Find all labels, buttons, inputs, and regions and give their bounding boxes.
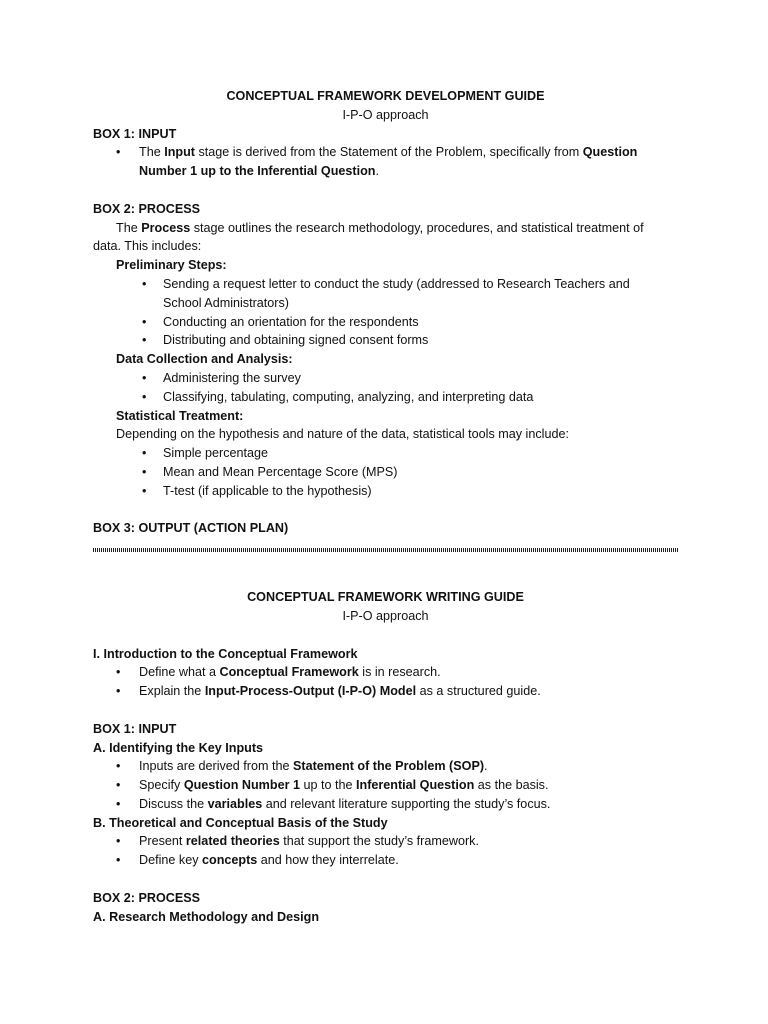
bullet-icon: • — [116, 684, 121, 699]
guide1-title: CONCEPTUAL FRAMEWORK DEVELOPMENT GUIDE — [226, 89, 545, 103]
stat-heading: Statistical Treatment: — [116, 408, 244, 423]
guide1-box2-intro-cont: data. This includes: — [93, 239, 202, 254]
list-item: • Conducting an orientation for the respondents — [93, 313, 678, 332]
bullet-icon: • — [142, 464, 147, 479]
bullet-icon: • — [116, 145, 121, 160]
bullet-icon: • — [142, 483, 147, 498]
guide2-subtitle: I-P-O approach — [342, 608, 429, 623]
list-item: • Inputs are derived from the Statement of the Problem (SOP). — [93, 757, 678, 776]
section-divider — [93, 548, 678, 552]
list-item: • Mean and Mean Percentage Score (MPS) — [93, 463, 678, 482]
stat-intro: Depending on the hypothesis and nature of the data, statistical tools may include: — [116, 427, 569, 442]
list-item: • Administering the survey — [93, 369, 678, 388]
bullet-icon: • — [116, 778, 121, 793]
guide1-subtitle: I-P-O approach — [342, 107, 429, 122]
list-item: • Specify Question Number 1 up to the Inferential Question as the basis. — [93, 776, 678, 795]
list-item: • Define what a Conceptual Framework is in research. — [93, 663, 678, 682]
list-item: • Explain the Input-Process-Output (I-P-O) Model as a structured guide. — [93, 682, 678, 701]
list-item: • Present related theories that support the study’s framework. — [93, 832, 678, 851]
bullet-icon: • — [116, 853, 121, 868]
guide2-box1-b-heading: B. Theoretical and Conceptual Basis of the Study — [93, 815, 388, 830]
bullet-icon: • — [142, 314, 147, 329]
guide1-box1-bullet-cont: Number 1 up to the Inferential Question. — [139, 164, 380, 179]
guide2-box2-a-heading: A. Research Methodology and Design — [93, 909, 320, 924]
bullet-icon: • — [142, 389, 147, 404]
guide2-title: CONCEPTUAL FRAMEWORK WRITING GUIDE — [247, 590, 524, 605]
guide1-box2-heading: BOX 2: PROCESS — [93, 201, 201, 216]
list-item: • Distributing and obtaining signed consent forms — [93, 331, 678, 350]
list-item-cont: School Administrators) — [163, 295, 289, 310]
guide1-box3-heading: BOX 3: OUTPUT (ACTION PLAN) — [93, 521, 289, 536]
bullet-icon: • — [116, 759, 121, 774]
bullet-icon: • — [142, 333, 147, 348]
prelim-heading: Preliminary Steps: — [116, 258, 227, 273]
bullet-icon: • — [116, 665, 121, 680]
list-item: • Classifying, tabulating, computing, analyzing, and interpreting data — [93, 388, 678, 407]
bullet-icon: • — [142, 446, 147, 461]
dca-heading: Data Collection and Analysis: — [116, 352, 293, 367]
list-item: • Sending a request letter to conduct the study (addressed to Research Teachers and — [93, 275, 678, 294]
guide2-box1-heading: BOX 1: INPUT — [93, 721, 177, 736]
list-item: • T-test (if applicable to the hypothesis) — [93, 482, 678, 501]
guide1-box1-heading: BOX 1: INPUT — [93, 126, 177, 141]
list-item: • Discuss the variables and relevant literature supporting the study’s focus. — [93, 795, 678, 814]
list-item: • Simple percentage — [93, 444, 678, 463]
bullet-icon: • — [142, 276, 147, 291]
guide2-box2-heading: BOX 2: PROCESS — [93, 890, 201, 905]
bullet-icon: • — [116, 796, 121, 811]
guide2-box1-a-heading: A. Identifying the Key Inputs — [93, 740, 264, 755]
guide1-box2-intro: The Process stage outlines the research methodology, procedures, and statistical treatment of — [116, 220, 644, 235]
list-item: • Define key concepts and how they interrelate. — [93, 851, 678, 870]
document-page — [93, 87, 678, 926]
guide1-box1-bullet: • The Input stage is derived from the Statement of the Problem, specifically from Question — [93, 143, 678, 162]
bullet-icon: • — [142, 370, 147, 385]
guide2-intro-heading: I. Introduction to the Conceptual Framework — [93, 646, 358, 661]
bullet-icon: • — [116, 834, 121, 849]
